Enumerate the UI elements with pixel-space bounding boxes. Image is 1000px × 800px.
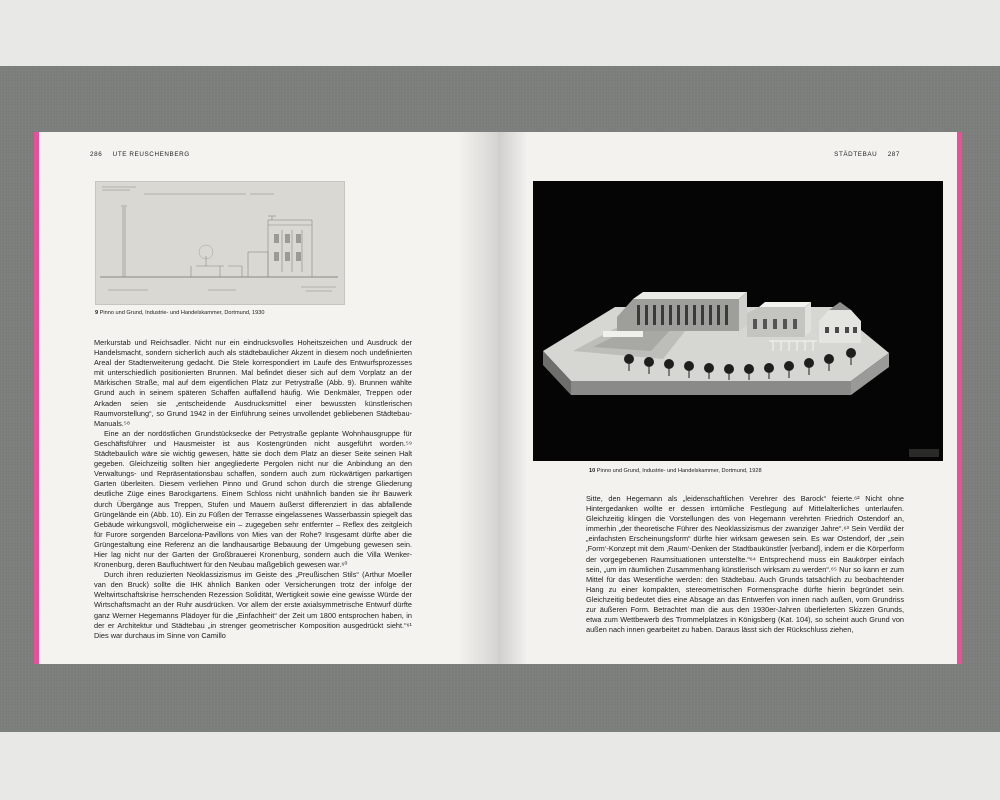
figure-number: 9 <box>95 310 99 316</box>
book-spread <box>34 132 962 664</box>
figure-number: 10 <box>589 468 596 474</box>
body-text-right <box>586 494 904 635</box>
figure-10-caption <box>589 468 819 475</box>
body-text-left <box>94 338 412 641</box>
author-name: UTE REUSCHENBERG <box>112 151 190 158</box>
paragraph: Eine an der nordöstlichen Grundstücksecke der Petrystraße geplante Wohnhausgruppe für Geschäftsführer und Hausmeister ist aus Kostengründen nicht ausgeführt worden.⁵⁹ Städtebaulich wäre sie wichtig gewesen, hätte sie doch dem Platz an dieser Seite seinen Halt gegeben. Gleichzeitig sollten hier angegliederte Pergolen nicht nur die Anbindung an den Verwaltungs- und Repräsentationsbau schaffen, sondern auch zum rückwärtigen parkartigen Garten überleiten. Diesem verliehen Pinno und Grund schon durch die strenge Gliederung deutliche Züge eines Barockgartens. Einem Schloss nicht unähnlich banden sie ihr Bauwerk durch Übergänge aus Treppen, Stufen und Mauern äußerst differenziert in das abfallende Grüngelände ein (Abb. 10). Ein zu Füßen der Terrasse eingelassenes Wasserbassin spiegelt das Gebäude wirkungsvoll, möglicherweise ein – zugegeben sehr entfernter – Reflex des zeitgleich für Furore sorgenden Barcelona-Pavillons von Mies van der Rohe? Insgesamt dürfte aber die Grüngestaltung eine Referenz an die landhausartige Bebauung der Umgebung gewesen sein. Hier lag nicht nur der Garten der Großbrauerei Kronenburg, sondern auch die Villa Wenker-Kronenburg, deren Baufluchtwert für den Neubau maßgeblich gewesen war.⁶⁰ <box>94 428 412 570</box>
left-page <box>39 132 498 664</box>
right-page <box>498 132 957 664</box>
paragraph: Merkurstab und Reichsadler. Nicht nur ein eindrucksvolles Hoheitszeichen und Ausdruck der Handelsmacht, sondern sicherlich auch als städtebaulicher Akzent in diesem noch undefinierten Areal der Stadterweiterung gedacht. Die Stele korrespondiert im Laufe des Entwurfsprozesses mit unterschiedlich positionierten Brunnen. Mal befindet dieser sich auf dem Vorplatz an der Märkischen Straße, mal auf dem eigentlichen Platz zur Petrystraße (Abb. 9). Brunnen wählte Grund auch in seinem späteren Schaffen auffallend häufig. Wie Denkmäler, Treppen oder Arkaden seien sie „entscheidende Ausdrucksmittel einer bewussten künstlerischen Raumvorstellung“, so Grund 1942 in der Einführung seines unvollendet gebliebenen Städtebau-Manuals.⁵⁸ <box>94 338 412 428</box>
section-title: STÄDTEBAU <box>834 151 878 158</box>
running-head-right <box>834 151 900 158</box>
caption-text: Pinno und Grund, Industrie- und Handelskammer, Dortmund, 1930 <box>99 310 265 316</box>
paragraph: Durch ihren reduzierten Neoklassizismus im Geiste des „Preußischen Stils“ (Arthur Moeller van den Bruck) sollte die IHK ähnlich Banken oder Versicherungen trotz der infolge der Weltwirtschaftskrise herrschenden Rezession Solidität, Wertigkeit sowie eine gewisse Würde der Wirtschaftsmacht an der Ruhr ausdrücken. Vor allem der erste axialsymmetrische Entwurf dürfte ganz Werner Hegemanns Plädoyer für die „Einfachheit“ der Zeit um 1800 entsprochen haben, in der er Architektur und Städtebau „in strenger geometrischer Komposition ausgedrückt sieht.“⁶¹ Dies war durchaus im Sinne von Camillo <box>94 570 412 640</box>
page-number: 286 <box>90 151 103 158</box>
paragraph: Sitte, den Hegemann als „leidenschaftlichen Verehrer des Barock“ feierte.⁶² Nicht ohne Hintergedanken wollte er dessen irrtümliche Festlegung auf Mittelalterliches unterlaufen. Gleichzeitig klingen die Vorstellungen des von Hegemann verehrten Friedrich Ostendorf an, immerhin „der theoretische Führer des Neoklassizismus der zwanziger Jahre“.⁶³ Sein Verdikt der „einfachsten Erscheinungsform“ dürfte hier wirksam gewesen sein. Es war Ostendorf, der „sein ‚Form‘-Konzept mit dem ‚Raum‘-Denken der Stadtbaukünstler [verband], indem er die Körperform der vorgegebenen Raumsituationen unterstellte.“⁶⁴ Entsprechend muss ein Baukörper einfach sein, „um im räumlichen Zusammenhang künstlerisch wirksam zu werden“.⁶⁵ Nur so kann er zum Mittel für das Wesentliche werden: den Städtebau. Auch Grunds tatsächlich zu beobachtender Hang zu einer kompakten, stereometrischen Formensprache dürfte hierin begründet sein. Gleichzeitig bedeutet dies eine Absage an das Entwerfen von innen nach außen, vom Grundriss zur äußeren Form. Betrachtet man die aus den 1930er-Jahren überlieferten Skizzen Grunds, etwa zum Wettbewerb des Trommelplatzes in Königsberg (Kat. 104), so scheint auch Grund von außen nach innen gearbeitet zu haben. Daraus lässt sich der Rückschluss ziehen, <box>586 494 904 635</box>
architecture-model <box>533 181 943 461</box>
figure-10-model-photo <box>533 181 943 461</box>
figure-9-caption <box>95 310 325 317</box>
page-number: 287 <box>887 151 900 158</box>
elevation-sketch <box>96 182 344 304</box>
figure-9-elevation-drawing <box>95 181 345 305</box>
gutter-shadow <box>498 132 528 664</box>
caption-text: Pinno und Grund, Industrie- und Handelskammer, Dortmund, 1928 <box>596 468 762 474</box>
running-head-left <box>90 151 190 158</box>
gutter-shadow <box>458 132 498 664</box>
